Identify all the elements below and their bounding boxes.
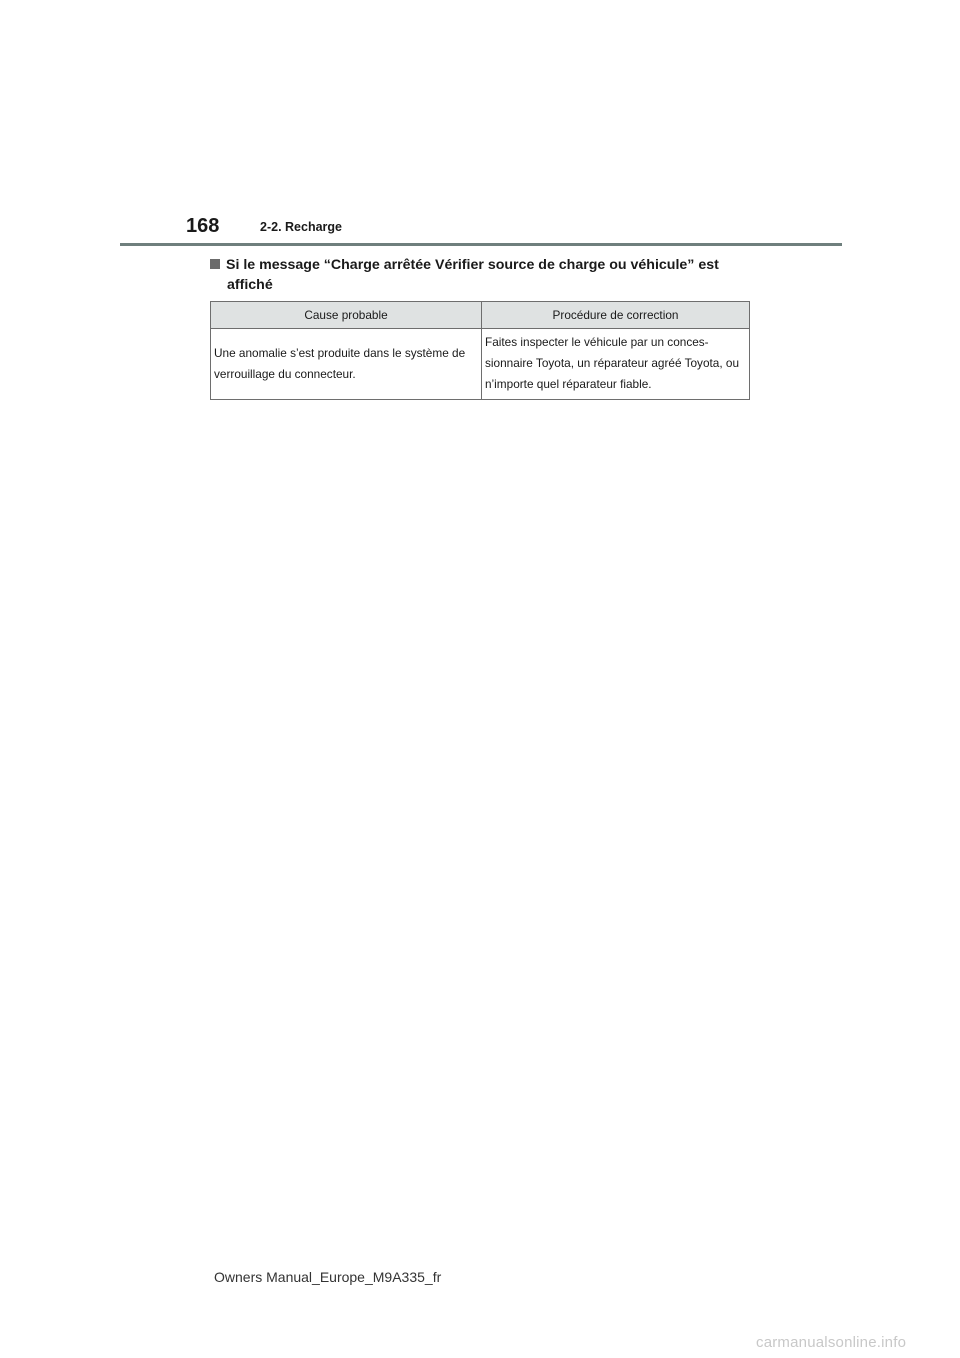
- heading-line-2: affiché: [227, 277, 273, 293]
- section-title: 2-2. Recharge: [260, 220, 342, 234]
- column-header-cause: Cause probable: [211, 302, 482, 329]
- table-row: [211, 329, 750, 400]
- subsection-heading: [210, 255, 755, 295]
- column-header-procedure: Procédure de correction: [482, 302, 750, 329]
- header-divider: [120, 243, 842, 246]
- document-footer: Owners Manual_Europe_M9A335_fr: [214, 1269, 442, 1285]
- table-header-row: [211, 302, 750, 329]
- square-bullet-icon: [210, 259, 220, 269]
- troubleshooting-table: [210, 301, 750, 400]
- procedure-cell: Faites inspecter le véhicule par un conces-sionnaire Toyota, un réparateur agréé Toyota, ou n’importe quel réparateur fiable.: [482, 329, 750, 400]
- cause-cell: Une anomalie s’est produite dans le système de verrouillage du connecteur.: [211, 329, 482, 400]
- watermark: carmanualsonline.info: [756, 1334, 907, 1351]
- heading-line-1: Si le message “Charge arrêtée Vérifier source de charge ou véhicule” est: [226, 257, 719, 273]
- page-number: 168: [186, 215, 220, 237]
